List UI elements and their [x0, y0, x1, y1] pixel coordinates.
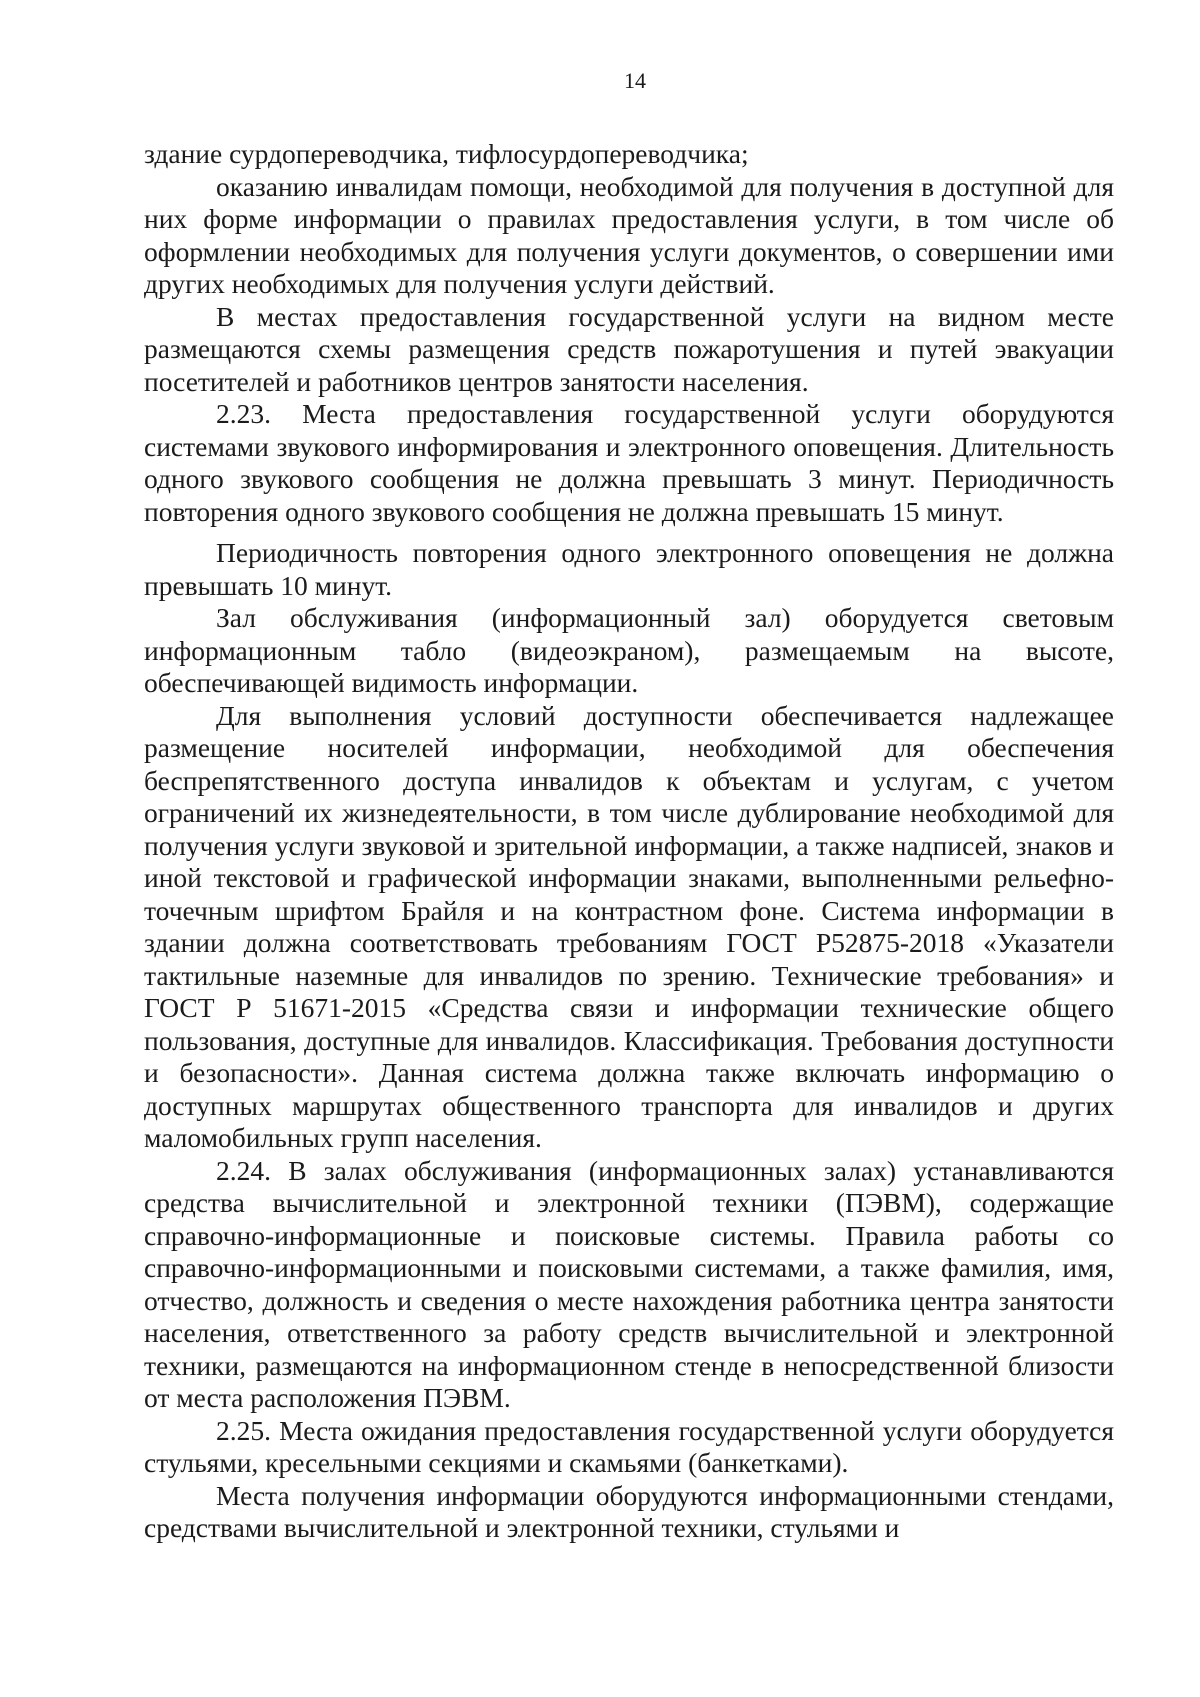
- paragraph-service-hall: Зал обслуживания (информационный зал) оборудуется световым информационным табло (видеоэкраном), размещаемым на высоте, обеспечивающей видимость информации.: [144, 602, 1114, 698]
- page-body: [144, 138, 1114, 1545]
- paragraph-2-25: 2.25. Места ожидания предоставления государственной услуги оборудуется стульями, кресельными секциями и скамьями (банкетками).: [144, 1414, 1114, 1478]
- paragraph-accessibility: Для выполнения условий доступности обеспечивается надлежащее размещение носителей информации, необходимой для обеспечения беспрепятственного доступа инвалидов к объектам и услугам, с учетом ограничений их жизнедеятельности, в том числе дублирование необходимой для получения услуги звуковой и зрительной информации, а также надписей, знаков и иной текстовой и графической информации знаками, выполненными рельефно-точечным шрифтом Брайля и на контрастном фоне. Система информации в здании должна соответствовать требованиям ГОСТ Р52875-2018 «Указатели тактильные наземные для инвалидов по зрению. Технические требования» и ГОСТ Р 51671-2015 «Средства связи и информации технические общего пользования, доступные для инвалидов. Классификация. Требования доступности и безопасности». Данная система должна также включать информацию о доступных маршрутах общественного транспорта для инвалидов и других маломобильных групп населения.: [144, 699, 1114, 1153]
- page-number: 14: [624, 68, 646, 93]
- paragraph-2-23: 2.23. Места предоставления государственной услуги оборудуются системами звукового информирования и электронного оповещения. Длительность одного звукового сообщения не должна превышать 3 минут. Периодичность повторения одного звукового сообщения не должна превышать 15 минут.: [144, 398, 1114, 527]
- paragraph-electronic-alert: Периодичность повторения одного электронного оповещения не должна превышать 10 минут.: [144, 537, 1114, 601]
- paragraph-assistance: оказанию инвалидам помощи, необходимой для получения в доступной для них форме информации о правилах предоставления услуги, в том числе об оформлении необходимых для получения услуги документов, о совершении ими других необходимых для получения услуги действий.: [144, 170, 1114, 299]
- paragraph-continuation: здание сурдопереводчика, тифлосурдопереводчика;: [144, 138, 749, 169]
- paragraph-2-24: 2.24. В залах обслуживания (информационных залах) устанавливаются средства вычислительной и электронной техники (ПЭВМ), содержащие справочно-информационные и поисковые системы. Правила работы со справочно-информационными и поисковыми системами, а также фамилия, имя, отчество, должность и сведения о месте нахождения работника центра занятости населения, ответственного за работу средств вычислительной и электронной техники, размещаются на информационном стенде в непосредственной близости от места расположения ПЭВМ.: [144, 1154, 1114, 1413]
- paragraph-evacuation-schemes: В местах предоставления государственной услуги на видном месте размещаются схемы размещения средств пожаротушения и путей эвакуации посетителей и работников центров занятости населения.: [144, 300, 1114, 397]
- paragraph-information-places: Места получения информации оборудуются информационными стендами, средствами вычислительной и электронной техники, стульями и: [144, 1479, 1114, 1543]
